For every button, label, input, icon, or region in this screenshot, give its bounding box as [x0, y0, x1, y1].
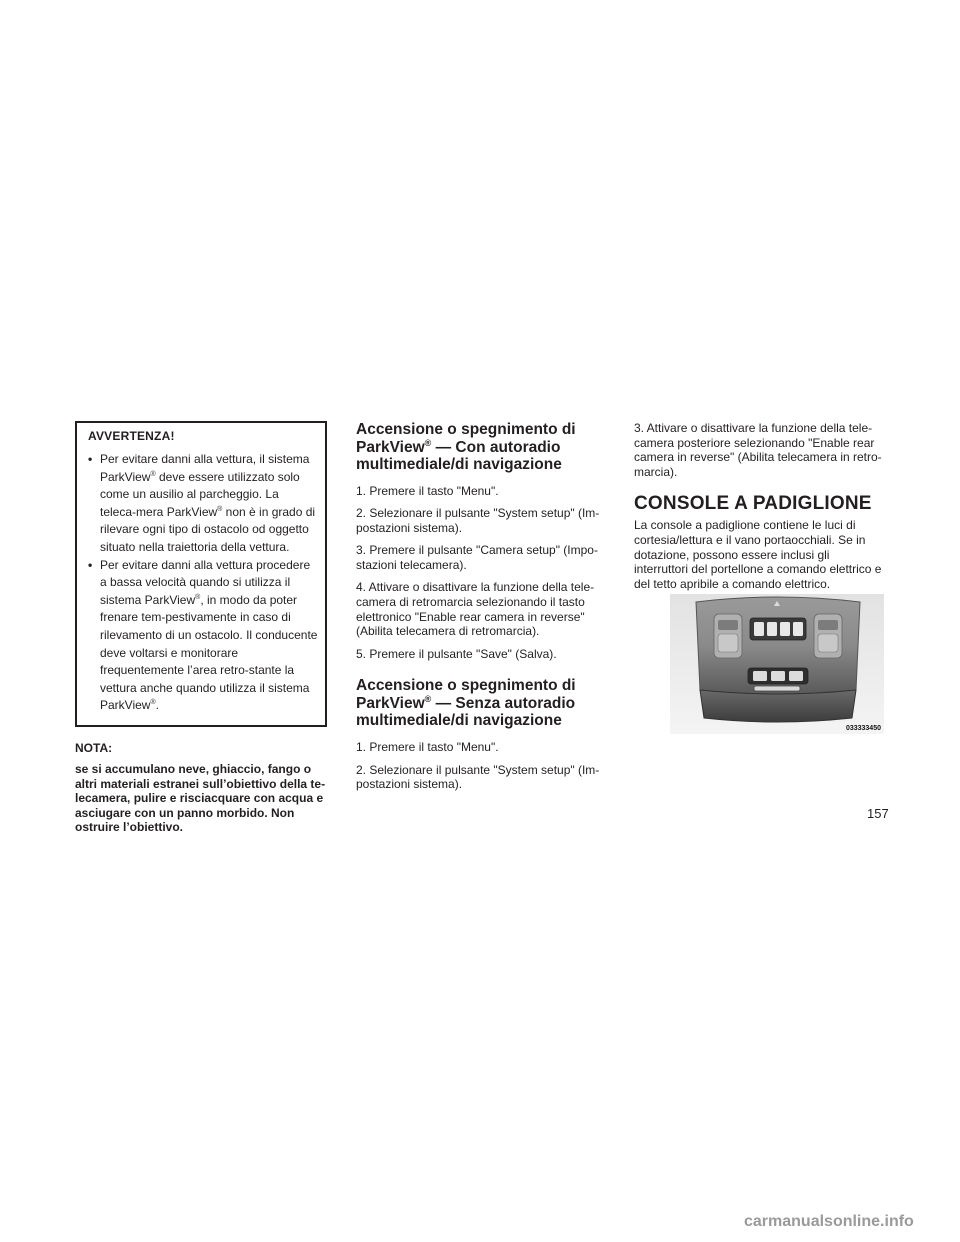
overhead-console-illustration — [670, 594, 884, 734]
warning-bullet — [88, 451, 318, 557]
console-heading: CONSOLE A PADIGLIONE — [634, 493, 872, 515]
section-heading-without-radio: Accensione o spegnimento di ParkView® — Senza autoradio multimediale/di navigazione — [356, 677, 576, 730]
left-column — [75, 421, 327, 835]
bullet-symbol: • — [88, 557, 93, 572]
step: 4. Attivare o disattivare la funzione della tele-camera di retromarcia selezionando il tasto elettronico "Enable rear camera in reverse" (Abilita telecamera di retromarcia). — [356, 580, 595, 639]
page-number: 157 — [867, 806, 889, 821]
step: 1. Premere il tasto "Menu". — [356, 739, 499, 754]
step: 3. Attivare o disattivare la funzione della tele-camera posteriore selezionando "Enable rear camera in reverse" (Abilita telecamera in retro-marcia). — [634, 421, 882, 479]
section-heading-with-radio: Accensione o spegnimento di ParkView® — Con autoradio multimediale/di navigazione — [356, 421, 576, 473]
note-body: se si accumulano neve, ghiaccio, fango o altri materiali estranei sull’obiettivo della te-lecamera, pulire e risciacquare con acqua e asciugare con un panno morbido. Non ostruire l’obiettivo. — [75, 761, 326, 835]
bullet-symbol: • — [88, 452, 93, 466]
step: 2. Selezionare il pulsante "System setup" (Im-postazioni sistema). — [356, 506, 600, 535]
warning-title: AVVERTENZA! — [88, 429, 175, 443]
step: 5. Premere il pulsante "Save" (Salva). — [356, 646, 557, 661]
console-body: La console a padiglione contiene le luci di cortesia/lettura e il vano portaocchiali. Se in dotazione, possono essere inclusi gli interruttori del portellone a comando elettrico e del tetto apribile a comando elettrico. — [634, 518, 882, 591]
right-column — [634, 421, 884, 591]
step: 1. Premere il tasto "Menu". — [356, 483, 499, 498]
warning-bullet-text: Per evitare danni alla vettura procedere a bassa velocità quando si utilizza il sistema ParkView®, in modo da poter frenare tem-pestivamente in caso di rilevamento di un ostacolo. Il conducente deve voltarsi e monitorare frequentemente l’area retro-stante la vettura anche quando utilizza il sistema ParkView®. — [100, 557, 318, 713]
step: 2. Selezionare il pulsante "System setup" (Im-postazioni sistema). — [356, 762, 600, 792]
overhead-console-photo — [670, 594, 884, 734]
step: 3. Premere il pulsante "Camera setup" (Impo-stazioni telecamera). — [356, 543, 598, 572]
middle-column — [356, 421, 605, 800]
warning-box — [75, 421, 327, 727]
photo-code: 033333450 — [845, 725, 881, 732]
warning-bullet-text: Per evitare danni alla vettura, il sistema ParkView® deve essere utilizzato solo come un ausilio al parcheggio. La teleca-mera ParkView® non è in grado di rilevare ogni tipo di ostacolo od oggetto situato nella traiettoria della vettura. — [100, 452, 316, 554]
note-title: NOTA: — [75, 740, 113, 755]
watermark: carmanualsonline.info — [744, 1213, 914, 1230]
warning-bullet — [88, 557, 318, 715]
